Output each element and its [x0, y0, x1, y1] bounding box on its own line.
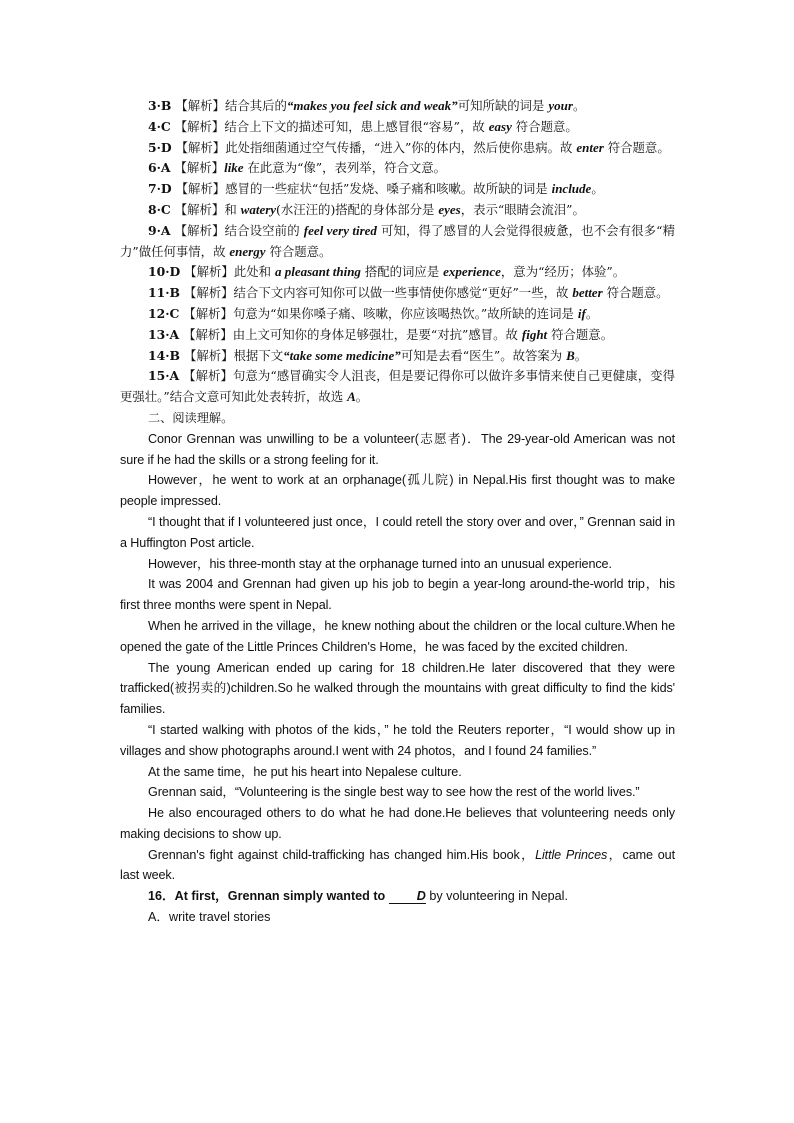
explanation-text: 。: [355, 389, 369, 405]
section-title: 二、阅读理解。: [148, 410, 234, 425]
keyword: experience: [443, 264, 501, 280]
keyword: a pleasant thing: [274, 264, 361, 280]
keyword: if: [577, 305, 586, 321]
passage-paragraph: [120, 803, 675, 845]
analysis-tag: 【解析】: [175, 98, 225, 113]
answer-number: 6·A: [148, 160, 171, 176]
answer-blank: D: [389, 889, 426, 904]
answer-item: [120, 200, 675, 221]
explanation-text: 感冒的一些症状“包括”发烧、嗓子痛和咳嗽。故所缺的词是: [225, 181, 552, 197]
explanation-text: 和: [224, 201, 241, 217]
analysis-tag: 【解析】: [183, 368, 233, 384]
analysis-tag: 【解析】: [175, 139, 226, 155]
analysis-tag: 【解析】: [183, 285, 234, 301]
answer-item: [120, 96, 675, 117]
keyword: your: [548, 98, 573, 113]
answer-number: 12·C: [148, 305, 180, 321]
answer-item: [120, 325, 675, 346]
paragraph-text: “I started walking with photos of the kids，” he told the Reuters reporter，“I would show up in villages and show photographs around.I went with 24 photos，and I found 24 families.”: [120, 722, 675, 758]
explanation-text: 符合题意。: [547, 326, 614, 342]
passage-paragraph: [120, 616, 675, 658]
answer-item: [120, 138, 675, 159]
answer-item: [120, 179, 675, 200]
explanation-text: 结合下文内容可知你可以做一些事情使你感觉“更好”一些，故: [233, 285, 573, 301]
paragraph-text: Grennan said，“Volunteering is the single best way to see how the rest of the world lives.”: [148, 785, 640, 800]
paragraph-text: ，came out last week.: [120, 847, 675, 883]
passage-paragraph: [120, 658, 675, 720]
explanation-text: ，表示“眼睛会流泪”。: [460, 201, 585, 217]
paragraph-text: When he arrived in the village，he knew nothing about the children or the local culture.When he opened the gate of the Little Princes Children's Home，he was faced by the excited children.: [120, 618, 675, 654]
answer-number: 15·A: [148, 368, 180, 384]
passage-paragraph: [120, 762, 675, 783]
explanation-text: 。: [591, 181, 604, 197]
passage-paragraph: [120, 554, 675, 575]
answer-number: 13·A: [148, 326, 180, 342]
passage-paragraph: [120, 470, 675, 512]
explanation-text: 可知是去看“医生”。故答案为: [400, 347, 567, 363]
keyword: fight: [521, 326, 548, 342]
keyword: feel very tired: [303, 222, 377, 238]
answer-item: [120, 117, 675, 138]
keyword: include: [551, 181, 592, 197]
explanation-text: 。: [572, 98, 586, 113]
keyword: enter: [576, 139, 604, 155]
explanation-text: 。: [585, 305, 599, 321]
explanation-text: 符合题意。: [511, 118, 578, 134]
option-a: A．write travel stories: [148, 910, 271, 925]
keyword: easy: [488, 118, 512, 134]
explanation-text: 结合其后的: [224, 98, 287, 113]
passage-paragraph: [120, 845, 675, 887]
explanation-text: ，意为“经历；体验”。: [500, 264, 626, 280]
analysis-tag: 【解析】: [174, 118, 225, 134]
answer-item: [120, 304, 675, 325]
answer-number: 5·D: [148, 139, 172, 155]
question-text-before: 16．At first，Grennan simply wanted to: [148, 889, 389, 904]
explanation-text: 根据下文: [233, 347, 284, 363]
book-title: Little Princes: [535, 847, 608, 862]
answer-number: 10·D: [148, 264, 181, 280]
keyword: A: [347, 389, 356, 405]
answer-item: [120, 221, 675, 263]
explanation-text: 符合题意。: [602, 285, 669, 301]
paragraph-text: However，he went to work at an orphanage(孤儿院) in Nepal.His first thought was to make people impressed.: [120, 473, 675, 509]
explanation-text: 此处指细菌通过空气传播，“进入”你的体内，然后使你患病。故: [225, 139, 577, 155]
keyword: energy: [229, 243, 266, 259]
explanation-text: (水汪汪的)搭配的身体部分是: [276, 201, 439, 217]
analysis-tag: 【解析】: [183, 326, 233, 342]
answer-explanations: [120, 96, 675, 408]
paragraph-text: “I thought that if I volunteered just once，I could retell the story over and over，” Grennan said in a Huffington Post article.: [120, 514, 675, 550]
passage-paragraph: [120, 782, 675, 803]
reading-passage: [120, 429, 675, 887]
keyword: B: [566, 347, 575, 363]
passage-paragraph: [120, 574, 675, 616]
explanation-text: 搭配的词应是: [360, 264, 444, 280]
answer-item: [120, 366, 675, 408]
keyword: “makes you feel sick and weak”: [286, 98, 458, 113]
analysis-tag: 【解析】: [174, 222, 225, 238]
answer-item: [120, 283, 675, 304]
analysis-tag: 【解析】: [174, 201, 225, 217]
explanation-text: 句意为“如果你嗓子痛、咳嗽，你应该喝热饮。”故所缺的连词是: [232, 305, 578, 321]
answer-item: [120, 262, 675, 283]
paragraph-text: The young American ended up caring for 18 children.He later discovered that they were trafficked(被拐卖的)children.So he walked through the mountains with great difficulty to find the kids' families.: [120, 660, 675, 717]
explanation-text: 符合题意。: [265, 243, 332, 259]
explanation-text: 。: [574, 347, 588, 363]
analysis-tag: 【解析】: [183, 305, 233, 321]
explanation-text: 可知所缺的词是: [457, 98, 549, 113]
question-16: [120, 886, 675, 907]
paragraph-text: It was 2004 and Grennan had given up his job to begin a year-long around-the-world trip，his first three months were spent in Nepal.: [120, 577, 675, 613]
answer-number: 9·A: [148, 222, 171, 238]
paragraph-text: Grennan's fight against child-trafficking has changed him.His book，: [148, 847, 536, 862]
keyword: better: [572, 285, 603, 301]
paragraph-text: Conor Grennan was unwilling to be a volunteer(志愿者)．The 29-year-old American was not sure if he had the skills or a strong feeling for it.: [120, 431, 675, 467]
answer-number: 8·C: [148, 201, 171, 217]
keyword: watery: [240, 201, 277, 217]
keyword: eyes: [438, 201, 461, 217]
answer-number: 11·B: [148, 285, 181, 301]
explanation-text: 句意为“感冒确实令人沮丧，但是要记得你可以做许多事情来使自己更健康，变得更强壮。”结合文意可知此处表转折，故选: [120, 368, 675, 405]
explanation-text: 结合设空前的: [224, 222, 304, 238]
paragraph-text: He also encouraged others to do what he had done.He believes that volunteering needs only making decisions to show up.: [120, 806, 675, 841]
explanation-text: 在此意为“像”，表列举，符合文意。: [243, 160, 447, 176]
answer-number: 14·B: [148, 347, 181, 363]
passage-paragraph: [120, 429, 675, 471]
keyword: “take some medicine”: [283, 347, 401, 363]
document-body: [120, 96, 675, 928]
answer-item: [120, 158, 675, 179]
answer-number: 7·D: [148, 181, 172, 197]
answer-number: 4·C: [148, 118, 171, 134]
answer-number: 3·B: [148, 98, 172, 113]
analysis-tag: 【解析】: [175, 181, 226, 197]
explanation-text: 结合上下文的描述可知，患上感冒很“容易”，故: [224, 118, 489, 134]
explanation-text: 可知，得了感冒的人会觉得很疲惫，也不会有很多“精力”做任何事情，故: [120, 222, 675, 259]
passage-paragraph: [120, 720, 675, 762]
analysis-tag: 【解析】: [184, 264, 234, 280]
paragraph-text: At the same time，he put his heart into Nepalese culture.: [148, 764, 462, 779]
question-text-after: by volunteering in Nepal.: [425, 889, 568, 904]
analysis-tag: 【解析】: [183, 347, 234, 363]
explanation-text: 此处和: [233, 264, 275, 280]
analysis-tag: 【解析】: [174, 160, 225, 176]
explanation-text: 符合题意。: [603, 139, 670, 155]
passage-paragraph: [120, 512, 675, 554]
explanation-text: 由上文可知你的身体足够强壮，是要“对抗”感冒。故: [232, 326, 522, 342]
paragraph-text: However，his three-month stay at the orphanage turned into an unusual experience.: [148, 556, 612, 571]
keyword: like: [224, 160, 244, 176]
answer-item: [120, 346, 675, 367]
